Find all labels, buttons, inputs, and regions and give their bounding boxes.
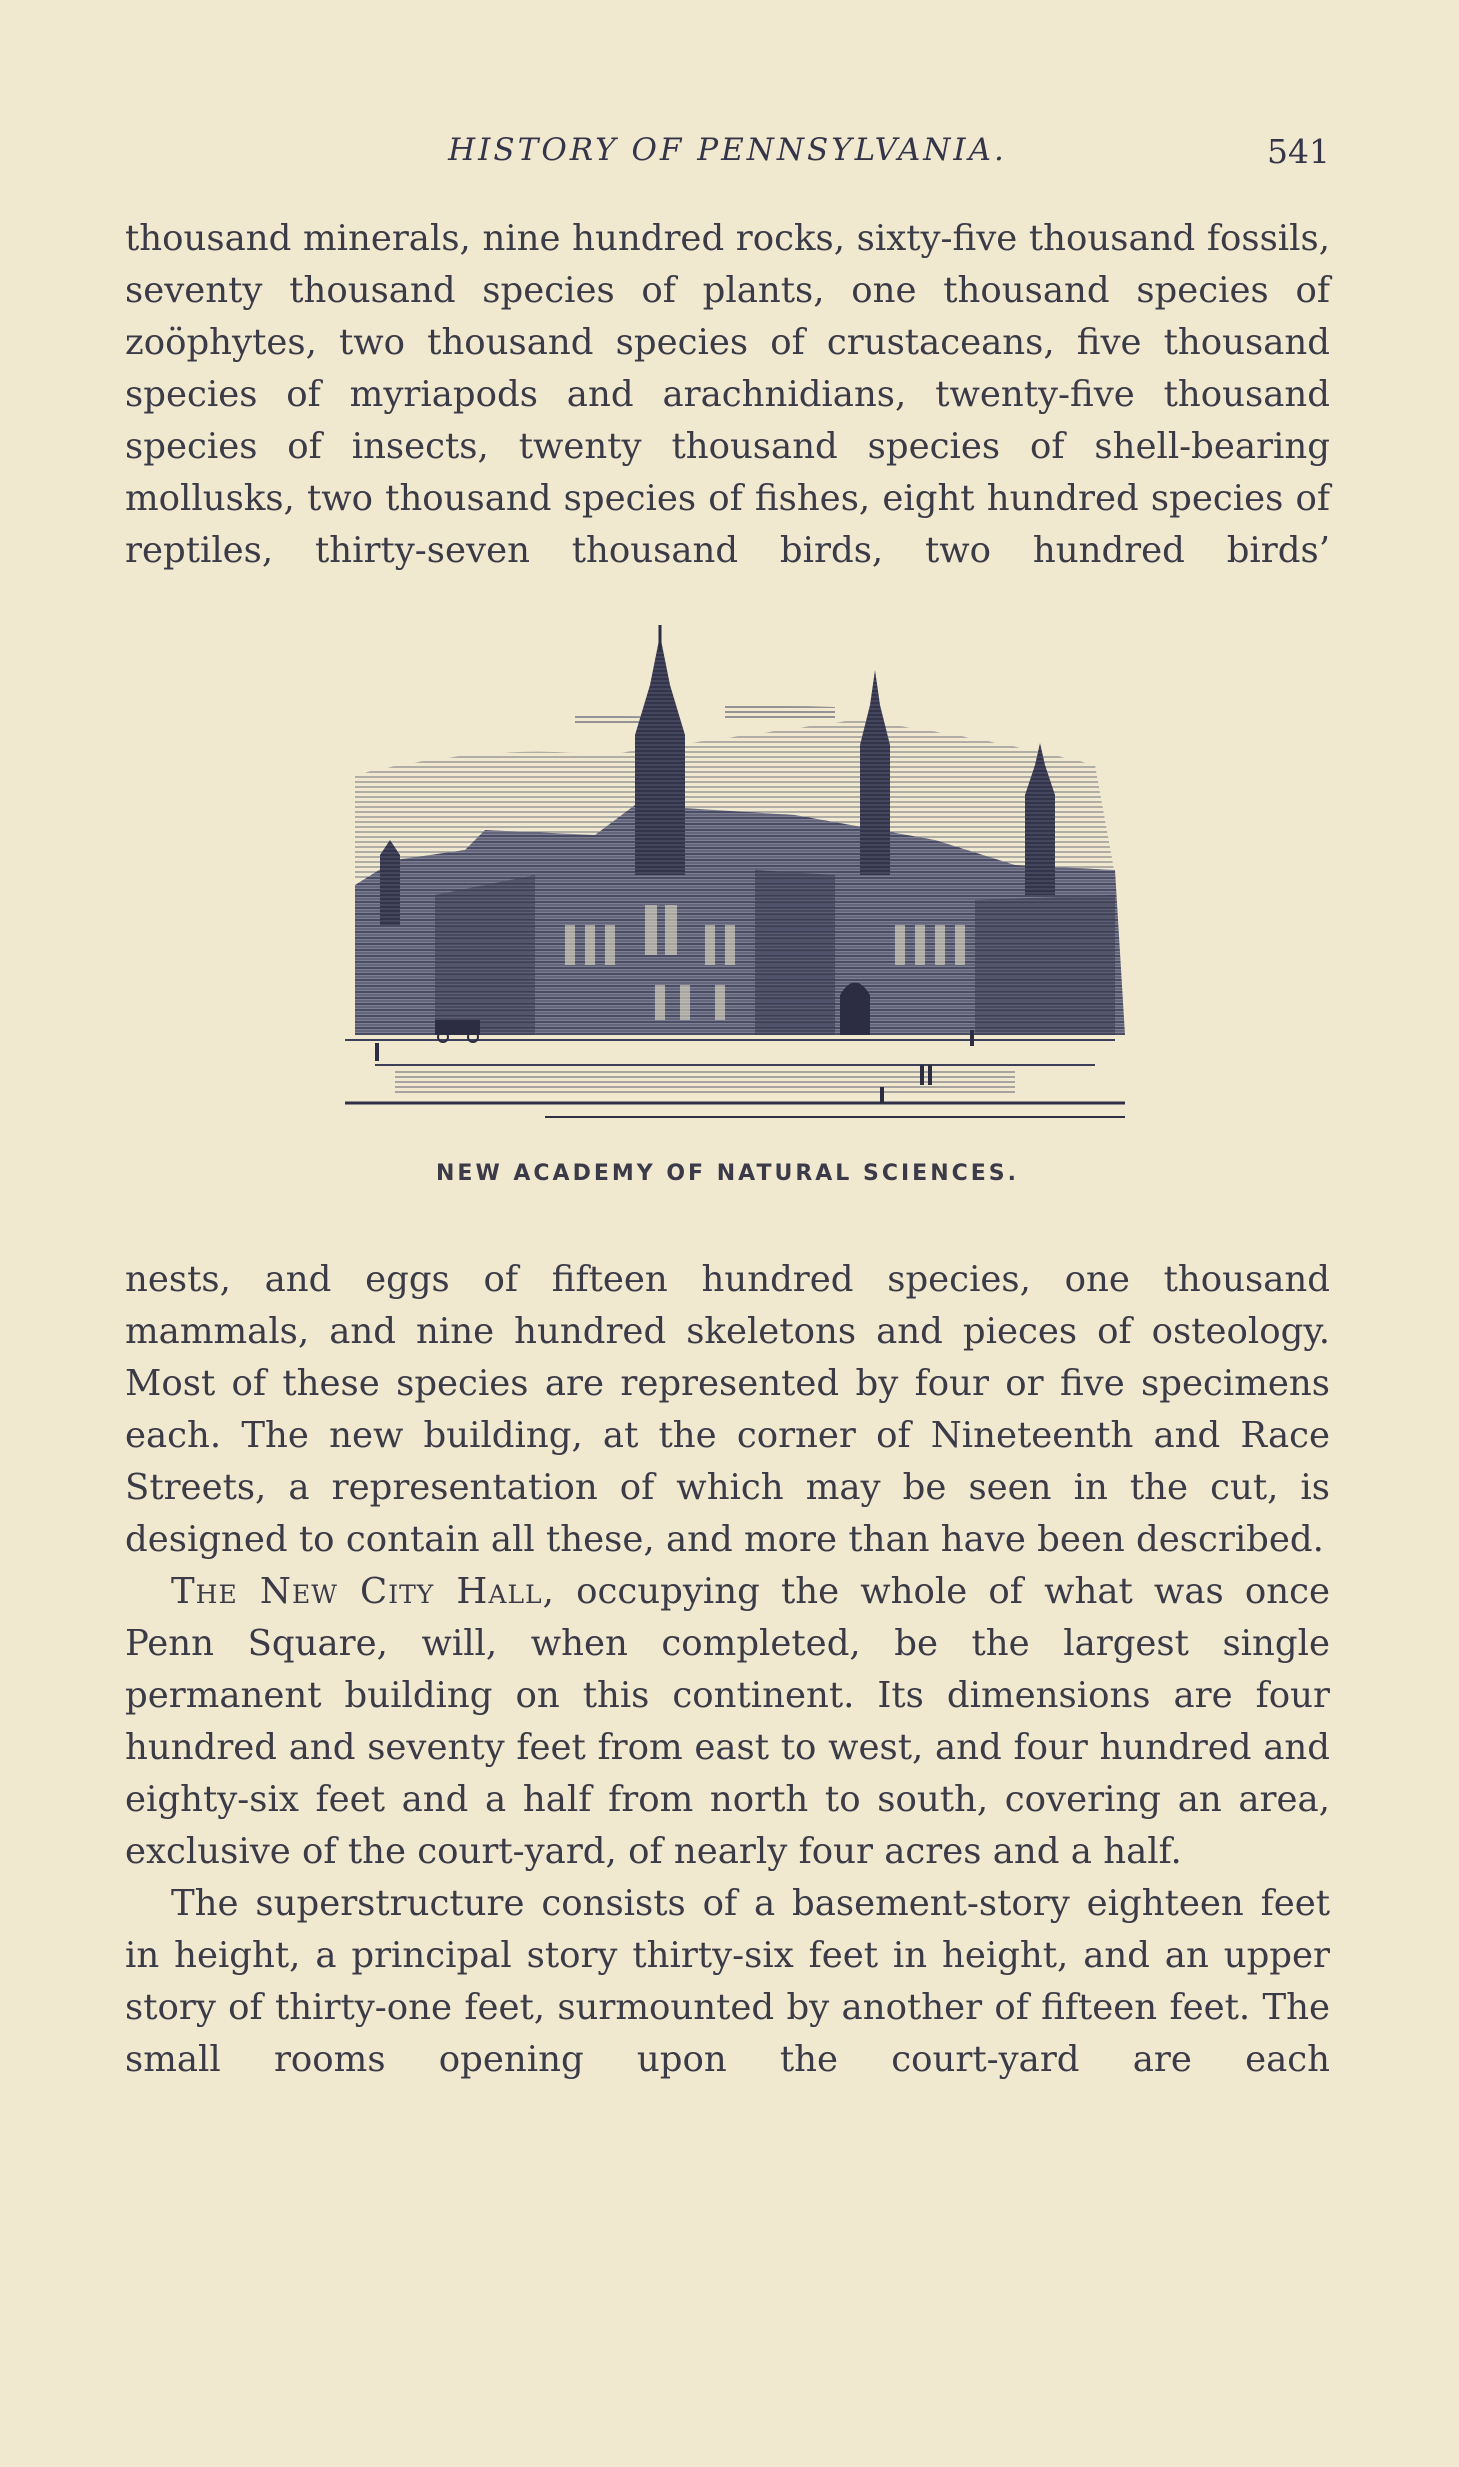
figure-caption: NEW ACADEMY OF NATURAL SCIENCES. [436,1161,1019,1186]
paragraph [125,1566,1330,1878]
page-number: 541 [1267,132,1330,171]
running-title: HISTORY OF PENNSYLVANIA. [448,132,1007,168]
paragraph: nests, and eggs of fifteen hundred species, one thousand mammals, and nine hundred skeletons and pieces of osteology. Most of these species are represented by four or five specimens each. The new building, at the corner of Nineteenth and Race Streets, a representation of which may be seen in the cut, is designed to contain all these, and more than have been described. [125,1259,1330,1560]
paragraph-text: occupying the whole of what was once Penn Square, will, when completed, be the largest single permanent building on this continent. Its dimensions are four hundred and seventy feet from east to west, and four hundred and eighty-six feet and a half from north to south, covering an area, exclusive of the court-yard, of nearly four acres and a half. [125,1571,1330,1872]
page-header [125,132,1330,182]
building-engraving [335,625,1130,1135]
paragraph: thousand minerals, nine hundred rocks, sixty-five thousand fossils, seventy thousand species of plants, one thousand species of zoöphytes, two thousand species of crustaceans, five thousand species of myriapods and arachnidians, twenty-five thousand species of insects, twenty thousand species of shell-bearing mollusks, two thousand species of fishes, eight hundred species of reptiles, thirty-seven thousand birds, two hundred birds’ [125,218,1330,571]
text-block-top [125,213,1330,577]
paragraph: The superstructure consists of a basement-story eighteen feet in height, a principal story thirty-six feet in height, and an upper story of thirty-one feet, surmounted by another of fifteen feet. The small rooms opening upon the court-yard are each [125,1883,1330,2080]
small-caps-lead: The New City Hall, [171,1571,555,1612]
text-block-bottom [125,1254,1330,2086]
engraving-illustration [335,625,1130,1135]
